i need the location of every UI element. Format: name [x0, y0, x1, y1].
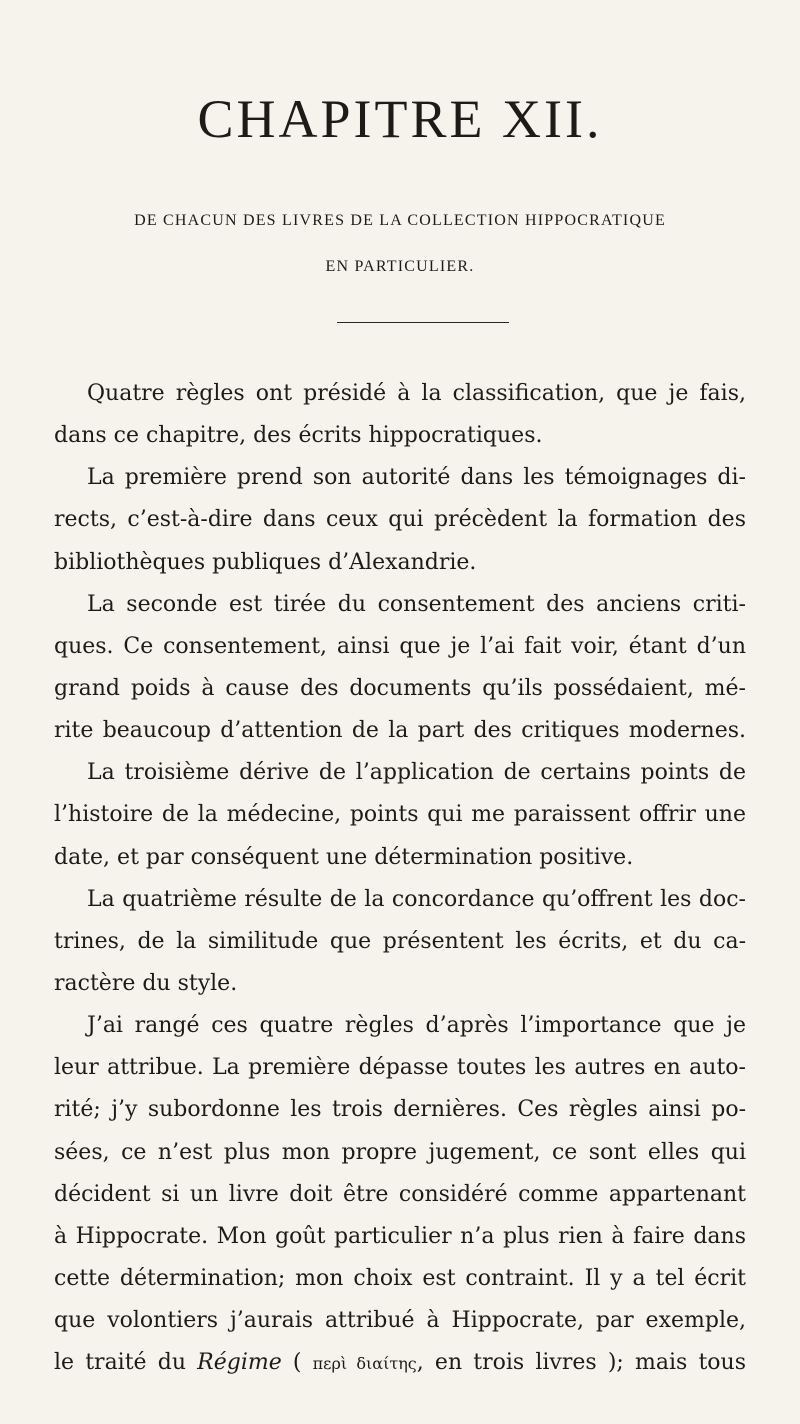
body-line: La quatrième résulte de la concordance qu’offrent les doc-: [87, 886, 746, 912]
body-line: J’ai rangé ces quatre règles d’après l’importance que je: [87, 1013, 746, 1039]
body-line: leur attribue. La première dépasse toutes les autres en auto-: [54, 1055, 746, 1081]
body-line: que volontiers j’aurais attribué à Hippocrate, par exemple,: [54, 1308, 746, 1334]
body-line: l’histoire de la médecine, points qui me paraissent offrir une: [54, 802, 746, 828]
body-line: trines, de la similitude que présentent les écrits, et du ca-: [54, 928, 746, 954]
body-line: rects, c’est-à-dire dans ceux qui précèdent la formation des: [54, 507, 746, 533]
body-line: décident si un livre doit être considéré comme appartenant: [54, 1181, 746, 1207]
last-line-start: le traité du: [54, 1350, 198, 1376]
last-line-end: , en trois livres ); mais tous: [416, 1350, 746, 1376]
body-line: La première prend son autorité dans les témoignages di-: [87, 465, 746, 491]
body-line: à Hippocrate. Mon goût particulier n’a plus rien à faire dans: [54, 1223, 746, 1249]
body-line: rite beaucoup d’attention de la part des critiques modernes.: [54, 718, 746, 744]
body-line: grand poids à cause des documents qu’ils possédaient, mé-: [54, 675, 746, 701]
body-line: Quatre règles ont présidé à la classification, que je fais,: [87, 381, 746, 406]
body-line: cette détermination; mon choix est contraint. Il y a tel écrit: [54, 1265, 746, 1291]
body-line: date, et par conséquent une détermination positive.: [54, 844, 634, 870]
chapter-title: CHAPITRE XII.: [197, 89, 603, 149]
body-line: bibliothèques publiques d’Alexandrie.: [54, 549, 477, 575]
work-title-italic: Régime: [197, 1350, 282, 1376]
section-divider: [337, 322, 509, 323]
greek-title: περὶ διαίτης: [312, 1354, 417, 1374]
body-line: ractère du style.: [54, 970, 238, 996]
body-line-last: [54, 1342, 746, 1384]
chapter-subtitle-line-2: EN PARTICULIER.: [325, 258, 475, 275]
body-line: rité; j’y subordonne les trois dernières. Ces règles ainsi po-: [54, 1097, 746, 1123]
paren-open: (: [281, 1350, 313, 1376]
body-line: sées, ce n’est plus mon propre jugement, ce sont elles qui: [54, 1139, 746, 1165]
chapter-body: [54, 373, 746, 1384]
chapter-subtitle-line-1: DE CHACUN DES LIVRES DE LA COLLECTION HIPPOCRATIQUE: [134, 212, 666, 229]
body-line: La seconde est tirée du consentement des anciens criti-: [87, 591, 746, 617]
body-line: ques. Ce consentement, ainsi que je l’ai fait voir, étant d’un: [54, 633, 746, 659]
body-line: La troisième dérive de l’application de certains points de: [87, 760, 746, 786]
body-line: dans ce chapitre, des écrits hippocratiques.: [54, 423, 543, 449]
